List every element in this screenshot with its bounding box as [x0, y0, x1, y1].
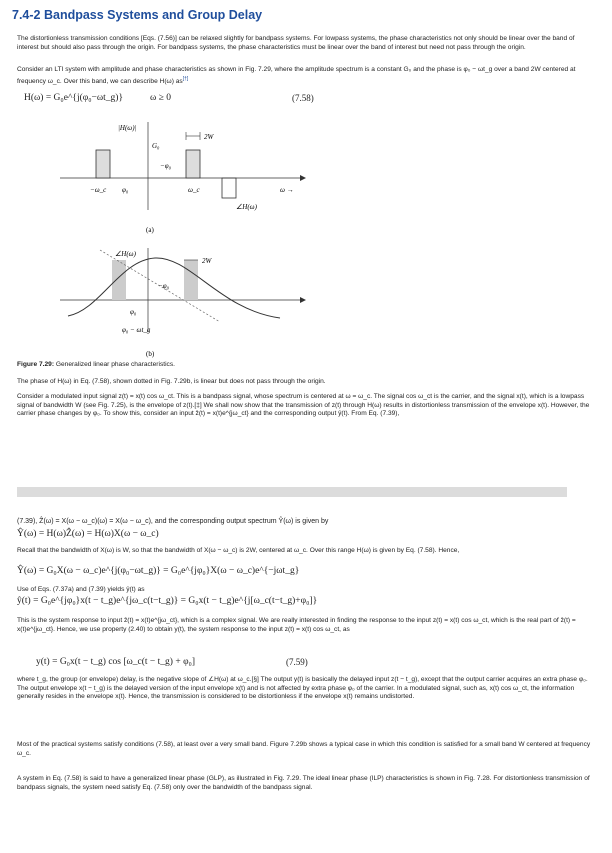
footnote-dagger[interactable]: [†] — [182, 75, 189, 82]
equation-y-hat-3: ŷ(t) = G₀e^{jφ₀}x(t − t_g)e^{jω_c(t−t_g)} = G₀x(t − t_g)e^{j[ω_c(t−t_g)+φ₀]} — [17, 596, 318, 606]
equation-y-hat-2: Ŷ(ω) = G₀X(ω − ω_c)e^{j(φ₀−ωt_g)} = G₀e^{jφ₀}X(ω − ω_c)e^{−jωt_g} — [17, 566, 300, 576]
label-omega-a: ω → — [280, 186, 294, 194]
section-title: 7.4-2 Bandpass Systems and Group Delay — [12, 8, 263, 22]
left-passband — [96, 150, 110, 178]
panel-b-axis-arrow — [300, 297, 306, 303]
label-g0: G₀ — [152, 142, 160, 150]
paragraph-use-of-eqs: Use of Eqs. (7.37a) and (7.39) yields ŷ(t) as — [17, 586, 145, 593]
equation-number-7-58: (7.58) — [292, 93, 314, 103]
label-minus-phi0-b: −φ₀ — [158, 282, 170, 290]
paragraph-bandwidth: Recall that the bandwidth of X(ω) is W, so that the bandwidth of X(ω − ω_c) is 2W, centered at ω_c. Over this range H(ω) is given by Eq. (7.58). Hence, — [17, 547, 460, 554]
paragraph-group-delay: where t_g, the group (or envelope) delay, is the negative slope of ∠H(ω) at ω_c.[§] The output y(t) is basically the delayed input z(t − t_g), except that the output carrier acquires an extra phase φ₀. The output envelope x(t − t_g) is the delayed version of the input envelope x(t) and is not affected by extra phase φ₀ of the carrier. In a modulated signal, such as, x(t) cos ω_ct, the information generally resides in the envelope x(t). Hence, the transmission is considered to be distortionless if the envelope x(t) remains undistorted. — [17, 676, 588, 701]
phase-pulse-right — [222, 178, 236, 198]
label-two-w-b: 2W — [202, 257, 212, 265]
paragraph-eq-739: (7.39), Ẑ(ω) = X(ω − ω_c)(ω) = X(ω − ω_c), and the corresponding output spectrum Ŷ(ω) is given by — [17, 518, 329, 525]
equation-7-58: H(ω) = G₀e^{j(φ₀−ωt_g)} — [24, 93, 124, 103]
equation-7-58-condition: ω ≥ 0 — [150, 93, 171, 103]
label-phi0-wtg: φ₀ − ωt_g — [122, 326, 151, 334]
panel-a — [60, 122, 306, 234]
label-phi0-b: φ₀ — [130, 308, 137, 316]
shaded-band-right — [184, 260, 198, 300]
panel-b — [60, 248, 306, 358]
equation-y-hat-1: Ŷ(ω) = H(ω)Ẑ(ω) = H(ω)X(ω − ω_c) — [17, 529, 159, 539]
caption-label: Figure 7.29: — [17, 361, 55, 368]
equation-number-7-59: (7.59) — [286, 657, 308, 667]
caption-text: Generalized linear phase characteristics. — [55, 361, 175, 368]
label-phase-a: ∠H(ω) — [236, 203, 257, 211]
shaded-band-left — [112, 260, 126, 300]
right-passband — [186, 150, 200, 178]
label-two-w: 2W — [204, 133, 214, 141]
phase-curve — [68, 258, 280, 318]
label-phi0: φ₀ — [122, 186, 129, 194]
paragraph-glp: A system in Eq. (7.58) is said to have a generalized linear phase (GLP), as illustrated in Fig. 7.29. The ideal linear phase (ILP) characteristics is shown in Fig. 7.28. For distortionless transmission of bandpass signals, the system need satisfy Eq. (7.58) only over the bandwidth of the bandpass signal. — [17, 775, 590, 791]
paragraph-phase-linear: The phase of H(ω) in Eq. (7.58), shown dotted in Fig. 7.29b, is linear but does not pass through the origin. — [17, 378, 326, 385]
panel-b-label: (b) — [146, 350, 155, 358]
panel-a-label: (a) — [146, 226, 154, 234]
paragraph-modulated-input: Consider a modulated input signal z(t) = x(t) cos ω_ct. This is a bandpass signal, whose spectrum is centered at ω = ω_c. The signal cos ω_ct is the carrier, and the signal x(t), which is a lowpass signal of bandwidth W (see Fig. 7.25), is the envelope of z(t).[‡] We shall now show that the transmission of z(t) through H(ω) results in distortionless transmission of the envelope x(t). However, the carrier phase changes by φ₀. To show this, consider an input ẑ(t) = x(t)e^{jω_ct} and the corresponding output ŷ(t). From Eq. (7.39), — [17, 393, 590, 418]
label-wc: ω_c — [188, 186, 200, 194]
panel-a-axis-arrow — [300, 175, 306, 181]
paragraph-practical-systems: Most of the practical systems satisfy conditions (7.58), at least over a very small band. Figure 7.29b shows a typical case in which this condition is satisfied for a small band W centered at frequency ω_c. — [17, 741, 591, 757]
figure-caption — [17, 361, 175, 368]
paragraph-system-response: This is the system response to input ẑ(t) = x(t)e^{jω_ct}, which is a complex signal. We are really interested in finding the response to the input z(t) = x(t) cos ω_ct, which is the real part of ẑ(t) = x(t)e^{jω_ct}. Hence, we use property (2.40) to obtain y(t), the system response to the input z(t) = x(t) cos ω_ct, as — [17, 617, 576, 633]
label-minus-wc: −ω_c — [90, 186, 107, 194]
paragraph-lti-system — [17, 66, 597, 86]
equation-7-59: y(t) = G₀x(t − t_g) cos [ω_c(t − t_g) + φ₀] — [36, 657, 196, 667]
label-mag: |H(ω)| — [118, 124, 137, 132]
label-minus-phi0: −φ₀ — [160, 162, 172, 170]
label-phase-b: ∠H(ω) — [115, 250, 136, 258]
paragraph-distortionless: The distortionless transmission conditions [Eqs. (7.56)] can be relaxed slightly for bandpass systems. For lowpass systems, the phase characteristics not only should be linear over the band of interest but should also pass through the origin. For bandpass systems, the phase characteristics must be linear over the band of interest but need not pass through the origin. — [17, 35, 575, 51]
paragraph-lti-text: Consider an LTI system with amplitude and phase characteristics as shown in Fig. 7.29, where the amplitude spectrum is a constant G₀ and the phase is φ₀ − ωt_g over a band 2W centered at frequency ω_c. Over this band, we can describe H(ω) as — [17, 66, 576, 85]
figure-7-29 — [60, 110, 550, 370]
page-divider — [17, 487, 567, 497]
